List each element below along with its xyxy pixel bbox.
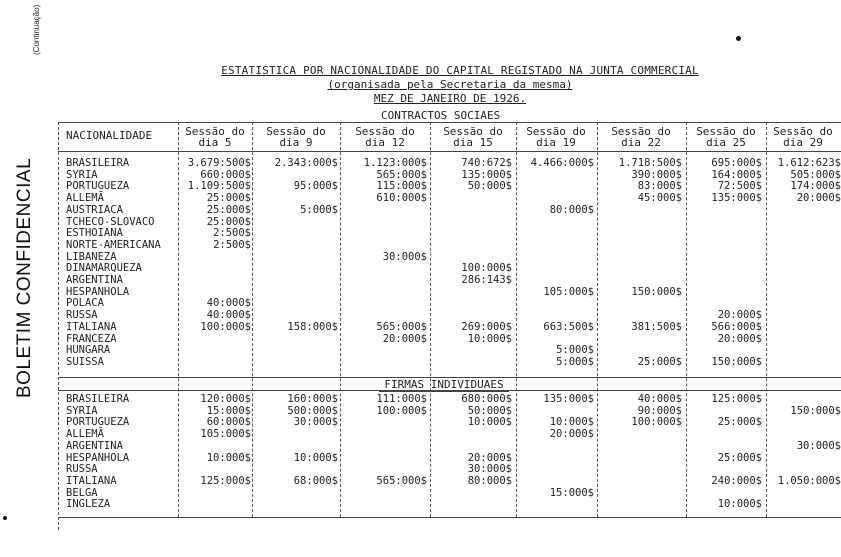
- firmas-section-header: FIRMAS INDIVIDUAES: [379, 378, 509, 392]
- table-cell-value: 120:000$: [200, 393, 251, 405]
- table-cell-value: 40:000$: [206, 309, 251, 322]
- column-divider: [430, 122, 431, 517]
- document-title: ESTATISTICA POR NACIONALIDADE DO CAPITAL REGISTADO NA JUNTA COMMERCIAL: [221, 64, 699, 77]
- nationality-label: BRASILEIRA: [66, 157, 130, 169]
- column-header-line2: dia 19: [536, 136, 576, 149]
- nationality-label: ARGENTINA: [66, 439, 123, 452]
- table-cell-value: 72:500$: [717, 180, 762, 193]
- column-header-line1: Sessão do: [611, 125, 671, 138]
- table-cell-value: 100:000$: [376, 404, 427, 417]
- table-cell-value: 565:000$: [376, 474, 427, 487]
- nationality-label: LIBANEZA: [66, 250, 117, 263]
- nationality-label: BRASILEIRA: [66, 393, 130, 405]
- nationality-label: ITALIANA: [66, 320, 117, 333]
- table-cell-value: 25:000$: [206, 215, 251, 228]
- table-cell-value: 1.050:000$: [777, 474, 841, 487]
- table-cell-value: 2.343:000$: [274, 157, 338, 169]
- table-cell-value: 565:000$: [376, 168, 427, 181]
- table-cell-value: 80:000$: [549, 203, 594, 216]
- table-cell-value: 100:000$: [631, 416, 682, 429]
- column-header: [763, 126, 841, 148]
- section-contractos-header: CONTRACTOS SOCIAES: [381, 109, 501, 122]
- table-cell-value: 30:000$: [382, 250, 427, 263]
- column-header-line1: Sessão do: [773, 125, 833, 138]
- nationality-label: SYRIA: [66, 404, 98, 417]
- table-cell-value: 50:000$: [467, 180, 512, 193]
- nationality-label: BELGA: [66, 486, 98, 499]
- column-divider: [340, 122, 341, 517]
- nationality-label: POLACA: [66, 297, 104, 310]
- table-cell-value: 1.123:000$: [363, 157, 427, 169]
- column-header: [686, 126, 766, 148]
- column-header-line1: Sessão do: [443, 125, 503, 138]
- table-cell-value: 90:000$: [637, 404, 682, 417]
- nationality-label: ARGENTINA: [66, 274, 123, 286]
- table-cell-value: 10:000$: [717, 498, 762, 511]
- nationality-label: HESPANHOLA: [66, 451, 130, 464]
- nationality-label: HESPANHOLA: [66, 285, 130, 298]
- table-cell-value: 10:000$: [549, 416, 594, 429]
- table-cell-value: 500:000$: [287, 404, 338, 417]
- table-cell-value: 95:000$: [293, 180, 338, 193]
- nationality-label: HUNGARA: [66, 344, 111, 357]
- column-divider: [178, 122, 179, 517]
- column-header-line2: dia 5: [198, 136, 232, 149]
- table-cell-value: 663:500$: [543, 320, 594, 333]
- table-cell-value: 269:000$: [461, 320, 512, 333]
- table-cell-value: 5:000$: [556, 344, 594, 357]
- table-cell-value: 174:000$: [790, 180, 841, 193]
- table-cell-value: 20:000$: [382, 332, 427, 345]
- table-cell-value: 680:000$: [461, 393, 512, 405]
- nationality-label: DINAMARQUEZA: [66, 262, 142, 275]
- side-label-boletim: BOLETIM CONFIDENCIAL: [14, 157, 35, 398]
- table-cell-value: 390:000$: [631, 168, 682, 181]
- table-cell-value: 240:000$: [711, 474, 762, 487]
- table-cell-value: 5:000$: [556, 355, 594, 368]
- column-header-line1: Sessão do: [696, 125, 756, 138]
- nationality-label: NORTE-AMERICANA: [66, 238, 161, 251]
- table-cell-value: 80:000$: [467, 474, 512, 487]
- table-cell-value: 25:000$: [717, 416, 762, 429]
- nationality-label: ALLEMÃ: [66, 428, 104, 441]
- table-cell-value: 15:000$: [549, 486, 594, 499]
- table-cell-value: 111:000$: [376, 393, 427, 405]
- table-cell-value: 25:000$: [717, 451, 762, 464]
- nationality-label: TCHECO-SLOVACO: [66, 215, 155, 228]
- table-cell-value: 10:000$: [293, 451, 338, 464]
- nationality-label: FRANCEZA: [66, 332, 117, 345]
- table-cell-value: 4.466:000$: [530, 157, 594, 169]
- nationality-header: NACIONALIDADE: [66, 129, 153, 142]
- column-divider: [58, 122, 59, 530]
- table-cell-value: 20:000$: [467, 451, 512, 464]
- table-cell-value: 610:000$: [376, 192, 427, 205]
- table-cell-value: 20:000$: [796, 192, 841, 205]
- table-cell-value: 740:672$: [461, 157, 512, 169]
- table-cell-value: 1.718:500$: [618, 157, 682, 169]
- table-cell-value: 25:000$: [206, 192, 251, 205]
- table-cell-value: 695:000$: [711, 157, 762, 169]
- table-header-rule: [58, 151, 841, 152]
- column-header-line2: dia 12: [365, 136, 405, 149]
- table-cell-value: 2:500$: [213, 238, 251, 251]
- table-cell-value: 505:000$: [790, 168, 841, 181]
- column-divider: [252, 122, 253, 517]
- table-cell-value: 150:000$: [631, 285, 682, 298]
- table-cell-value: 68:000$: [293, 474, 338, 487]
- nationality-label: INGLEZA: [66, 498, 111, 511]
- table-cell-value: 10:000$: [467, 332, 512, 345]
- table-cell-value: 1.109:500$: [187, 180, 251, 193]
- column-divider: [516, 122, 517, 517]
- table-cell-value: 50:000$: [467, 404, 512, 417]
- column-header: [601, 126, 681, 148]
- table-cell-value: 105:000$: [200, 428, 251, 441]
- table-cell-value: 100:000$: [200, 320, 251, 333]
- table-cell-value: 5:000$: [300, 203, 338, 216]
- column-header-line1: Sessão do: [355, 125, 415, 138]
- table-cell-value: 660:000$: [200, 168, 251, 181]
- nationality-label: AUSTRIACA: [66, 203, 123, 216]
- column-header-line1: Sessão do: [526, 125, 586, 138]
- table-cell-value: 20:000$: [717, 309, 762, 322]
- table-cell-value: 20:000$: [717, 332, 762, 345]
- table-cell-value: 135:000$: [461, 168, 512, 181]
- table-bottom-rule: [58, 517, 841, 518]
- table-cell-value: 30:000$: [467, 463, 512, 476]
- nationality-label: SYRIA: [66, 168, 98, 181]
- table-cell-value: 125:000$: [200, 474, 251, 487]
- column-header: [175, 126, 255, 148]
- table-cell-value: 105:000$: [543, 285, 594, 298]
- table-cell-value: 150:000$: [711, 355, 762, 368]
- table-cell-value: 10:000$: [467, 416, 512, 429]
- column-header: [516, 126, 596, 148]
- table-cell-value: 25:000$: [206, 203, 251, 216]
- table-cell-value: 25:000$: [637, 355, 682, 368]
- table-cell-value: 135:000$: [711, 192, 762, 205]
- table-cell-value: 135:000$: [543, 393, 594, 405]
- table-cell-value: 83:000$: [637, 180, 682, 193]
- column-header-line1: Sessão do: [266, 125, 326, 138]
- column-header: [345, 126, 425, 148]
- column-header-line2: dia 29: [783, 136, 823, 149]
- column-header-line2: dia 22: [621, 136, 661, 149]
- table-cell-value: 30:000$: [293, 416, 338, 429]
- column-divider: [686, 122, 687, 517]
- column-divider: [766, 122, 767, 517]
- table-top-rule: [58, 122, 841, 123]
- table-cell-value: 160:000$: [287, 393, 338, 405]
- table-cell-value: 45:000$: [637, 192, 682, 205]
- nationality-label: RUSSA: [66, 463, 98, 476]
- table-cell-value: 286:143$: [461, 274, 512, 286]
- table-cell-value: 3.679:500$: [187, 157, 251, 169]
- table-cell-value: 565:000$: [376, 320, 427, 333]
- table-cell-value: 381:500$: [631, 320, 682, 333]
- table-cell-value: 150:000$: [790, 404, 841, 417]
- table-cell-value: 60:000$: [206, 416, 251, 429]
- column-divider: [597, 122, 598, 517]
- nationality-label: RUSSA: [66, 309, 98, 322]
- table-cell-value: 115:000$: [376, 180, 427, 193]
- nationality-label: ESTHOIANA: [66, 227, 123, 240]
- table-cell-value: 30:000$: [796, 439, 841, 452]
- column-header-line2: dia 9: [279, 136, 313, 149]
- table-cell-value: 100:000$: [461, 262, 512, 275]
- document-month: MEZ DE JANEIRO DE 1926.: [373, 92, 527, 105]
- nationality-label: ITALIANA: [66, 474, 117, 487]
- document-subtitle: (organisada pela Secretaria da mesma): [327, 78, 573, 91]
- table-cell-value: 40:000$: [637, 393, 682, 405]
- column-header: [256, 126, 336, 148]
- table-cell-value: 15:000$: [206, 404, 251, 417]
- table-cell-value: 20:000$: [549, 428, 594, 441]
- column-header-line1: Sessão do: [185, 125, 245, 138]
- nationality-label: PORTUGUEZA: [66, 416, 130, 429]
- table-cell-value: 164:000$: [711, 168, 762, 181]
- column-header-line2: dia 15: [453, 136, 493, 149]
- table-cell-value: 566:000$: [711, 320, 762, 333]
- table-cell-value: 40:000$: [206, 297, 251, 310]
- nationality-label: PORTUGUEZA: [66, 180, 130, 193]
- table-cell-value: 10:000$: [206, 451, 251, 464]
- column-header: [433, 126, 513, 148]
- nationality-label: SUISSA: [66, 355, 104, 368]
- table-cell-value: 158:000$: [287, 320, 338, 333]
- table-cell-value: 1.612:623$: [777, 157, 841, 169]
- side-label-continuacao: (Continuação): [32, 4, 41, 55]
- ink-dot: [3, 516, 7, 520]
- table-cell-value: 2:500$: [213, 227, 251, 240]
- nationality-label: ALLEMÃ: [66, 192, 104, 205]
- table-cell-value: 125:000$: [711, 393, 762, 405]
- ink-dot: [736, 36, 741, 41]
- column-header-line2: dia 25: [706, 136, 746, 149]
